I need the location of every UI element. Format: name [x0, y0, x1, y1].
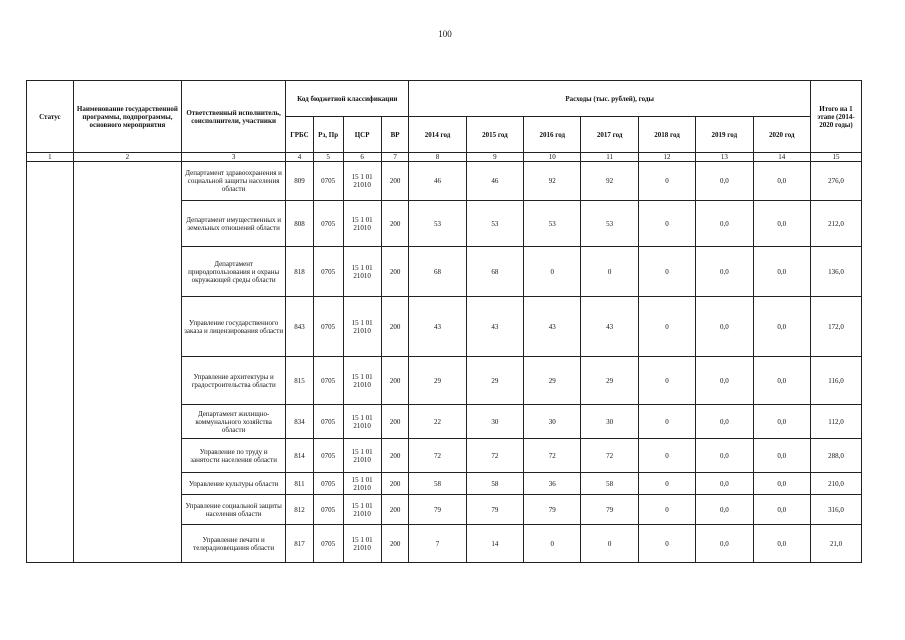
- vr-cell: 200: [381, 439, 409, 473]
- header-status: Статус: [27, 81, 74, 153]
- year-value-cell: 0,0: [753, 473, 810, 495]
- column-number: 15: [810, 153, 861, 162]
- year-value-cell: 0: [638, 405, 695, 439]
- column-number: 13: [696, 153, 753, 162]
- grbs-cell: 808: [286, 201, 314, 247]
- year-value-cell: 29: [524, 357, 581, 405]
- grbs-cell: 809: [286, 162, 314, 201]
- rz-pr-cell: 0705: [313, 297, 343, 357]
- year-value-cell: 79: [409, 495, 466, 525]
- participant-cell: Департамент природопользования и охраны окружающей среды области: [182, 247, 286, 297]
- participant-cell: Департамент здравоохранения и социальной защиты населения области: [182, 162, 286, 201]
- header-program-name: Наименование государственной программы, подпрограммы, основного мероприятия: [73, 81, 181, 153]
- csr-cell: 15 1 01 21010: [343, 405, 381, 439]
- vr-cell: 200: [381, 201, 409, 247]
- page-number: 100: [438, 29, 452, 39]
- year-value-cell: 0,0: [753, 297, 810, 357]
- year-value-cell: 72: [581, 439, 638, 473]
- rz-pr-cell: 0705: [313, 439, 343, 473]
- year-value-cell: 43: [581, 297, 638, 357]
- csr-cell: 15 1 01 21010: [343, 357, 381, 405]
- participant-cell: Департамент имущественных и земельных отношений области: [182, 201, 286, 247]
- total-cell: 316,0: [810, 495, 861, 525]
- year-value-cell: 53: [466, 201, 523, 247]
- year-value-cell: 0: [638, 473, 695, 495]
- year-value-cell: 7: [409, 525, 466, 563]
- year-value-cell: 0,0: [696, 357, 753, 405]
- rz-pr-cell: 0705: [313, 201, 343, 247]
- year-value-cell: 22: [409, 405, 466, 439]
- year-value-cell: 92: [581, 162, 638, 201]
- csr-cell: 15 1 01 21010: [343, 439, 381, 473]
- vr-cell: 200: [381, 405, 409, 439]
- year-value-cell: 0: [638, 201, 695, 247]
- column-number: 14: [753, 153, 810, 162]
- year-value-cell: 0,0: [696, 201, 753, 247]
- year-value-cell: 0: [638, 297, 695, 357]
- total-cell: 212,0: [810, 201, 861, 247]
- header-year: 2020 год: [753, 117, 810, 153]
- rz-pr-cell: 0705: [313, 162, 343, 201]
- year-value-cell: 68: [466, 247, 523, 297]
- csr-cell: 15 1 01 21010: [343, 201, 381, 247]
- participant-cell: Управление культуры области: [182, 473, 286, 495]
- year-value-cell: 0: [638, 525, 695, 563]
- column-number: 12: [638, 153, 695, 162]
- year-value-cell: 0,0: [696, 297, 753, 357]
- total-cell: 136,0: [810, 247, 861, 297]
- year-value-cell: 0: [581, 525, 638, 563]
- column-number: 9: [466, 153, 523, 162]
- year-value-cell: 58: [581, 473, 638, 495]
- status-cell: [27, 162, 74, 563]
- year-value-cell: 43: [466, 297, 523, 357]
- year-value-cell: 79: [581, 495, 638, 525]
- year-value-cell: 30: [466, 405, 523, 439]
- grbs-cell: 814: [286, 439, 314, 473]
- year-value-cell: 53: [524, 201, 581, 247]
- column-number: 1: [27, 153, 74, 162]
- header-year: 2017 год: [581, 117, 638, 153]
- header-responsible: Ответственный исполнитель, соисполнители, участники: [182, 81, 286, 153]
- column-number: 4: [286, 153, 314, 162]
- year-value-cell: 58: [466, 473, 523, 495]
- column-number: 6: [343, 153, 381, 162]
- year-value-cell: 0,0: [696, 473, 753, 495]
- column-number: 5: [313, 153, 343, 162]
- year-value-cell: 46: [409, 162, 466, 201]
- year-value-cell: 72: [524, 439, 581, 473]
- header-grbs: ГРБС: [286, 117, 314, 153]
- header-vr: ВР: [381, 117, 409, 153]
- grbs-cell: 834: [286, 405, 314, 439]
- participant-cell: Управление социальной защиты населения области: [182, 495, 286, 525]
- csr-cell: 15 1 01 21010: [343, 525, 381, 563]
- vr-cell: 200: [381, 297, 409, 357]
- vr-cell: 200: [381, 473, 409, 495]
- total-cell: 276,0: [810, 162, 861, 201]
- year-value-cell: 0: [524, 247, 581, 297]
- year-value-cell: 14: [466, 525, 523, 563]
- column-number: 2: [73, 153, 181, 162]
- header-expenses: Расходы (тыс. рублей), годы: [409, 81, 811, 117]
- rz-pr-cell: 0705: [313, 473, 343, 495]
- year-value-cell: 58: [409, 473, 466, 495]
- header-year: 2019 год: [696, 117, 753, 153]
- total-cell: 288,0: [810, 439, 861, 473]
- year-value-cell: 0,0: [753, 439, 810, 473]
- rz-pr-cell: 0705: [313, 495, 343, 525]
- csr-cell: 15 1 01 21010: [343, 495, 381, 525]
- year-value-cell: 68: [409, 247, 466, 297]
- csr-cell: 15 1 01 21010: [343, 473, 381, 495]
- year-value-cell: 43: [409, 297, 466, 357]
- total-cell: 21,0: [810, 525, 861, 563]
- grbs-cell: 812: [286, 495, 314, 525]
- header-rz-pr: Рз, Пр: [313, 117, 343, 153]
- year-value-cell: 29: [409, 357, 466, 405]
- year-value-cell: 0: [638, 495, 695, 525]
- vr-cell: 200: [381, 247, 409, 297]
- header-total: Итого на 1 этапе (2014-2020 годы): [810, 81, 861, 153]
- rz-pr-cell: 0705: [313, 357, 343, 405]
- grbs-cell: 843: [286, 297, 314, 357]
- year-value-cell: 0,0: [753, 247, 810, 297]
- year-value-cell: 0,0: [696, 162, 753, 201]
- header-year: 2014 год: [409, 117, 466, 153]
- header-csr: ЦСР: [343, 117, 381, 153]
- program-name-cell: [73, 162, 181, 563]
- year-value-cell: 79: [524, 495, 581, 525]
- participant-cell: Управление по труду и занятости населения области: [182, 439, 286, 473]
- year-value-cell: 0: [524, 525, 581, 563]
- year-value-cell: 92: [524, 162, 581, 201]
- total-cell: 172,0: [810, 297, 861, 357]
- year-value-cell: 30: [581, 405, 638, 439]
- rz-pr-cell: 0705: [313, 525, 343, 563]
- header-year: 2018 год: [638, 117, 695, 153]
- year-value-cell: 0: [638, 357, 695, 405]
- budget-table: [26, 80, 862, 563]
- year-value-cell: 72: [409, 439, 466, 473]
- total-cell: 112,0: [810, 405, 861, 439]
- header-year: 2016 год: [524, 117, 581, 153]
- year-value-cell: 79: [466, 495, 523, 525]
- vr-cell: 200: [381, 357, 409, 405]
- total-cell: 210,0: [810, 473, 861, 495]
- csr-cell: 15 1 01 21010: [343, 247, 381, 297]
- rz-pr-cell: 0705: [313, 247, 343, 297]
- year-value-cell: 0,0: [696, 439, 753, 473]
- year-value-cell: 0: [638, 439, 695, 473]
- year-value-cell: 46: [466, 162, 523, 201]
- participant-cell: Управление архитектуры и градостроительства области: [182, 357, 286, 405]
- column-number: 3: [182, 153, 286, 162]
- year-value-cell: 72: [466, 439, 523, 473]
- year-value-cell: 0: [581, 247, 638, 297]
- csr-cell: 15 1 01 21010: [343, 297, 381, 357]
- grbs-cell: 818: [286, 247, 314, 297]
- year-value-cell: 0,0: [753, 201, 810, 247]
- year-value-cell: 30: [524, 405, 581, 439]
- grbs-cell: 811: [286, 473, 314, 495]
- year-value-cell: 29: [581, 357, 638, 405]
- participant-cell: Управление печати и телерадиовещания области: [182, 525, 286, 563]
- year-value-cell: 0: [638, 162, 695, 201]
- participant-cell: Управление государственного заказа и лицензирования области: [182, 297, 286, 357]
- year-value-cell: 0,0: [753, 525, 810, 563]
- vr-cell: 200: [381, 162, 409, 201]
- grbs-cell: 815: [286, 357, 314, 405]
- rz-pr-cell: 0705: [313, 405, 343, 439]
- year-value-cell: 0,0: [753, 405, 810, 439]
- vr-cell: 200: [381, 525, 409, 563]
- year-value-cell: 0,0: [753, 495, 810, 525]
- year-value-cell: 53: [409, 201, 466, 247]
- total-cell: 116,0: [810, 357, 861, 405]
- year-value-cell: 0,0: [696, 405, 753, 439]
- column-number: 8: [409, 153, 466, 162]
- table-row: [27, 162, 862, 201]
- year-value-cell: 0,0: [696, 247, 753, 297]
- year-value-cell: 0,0: [696, 525, 753, 563]
- year-value-cell: 53: [581, 201, 638, 247]
- year-value-cell: 0,0: [753, 162, 810, 201]
- column-number: 10: [524, 153, 581, 162]
- column-number: 11: [581, 153, 638, 162]
- header-year: 2015 год: [466, 117, 523, 153]
- year-value-cell: 0,0: [753, 357, 810, 405]
- year-value-cell: 0,0: [696, 495, 753, 525]
- csr-cell: 15 1 01 21010: [343, 162, 381, 201]
- participant-cell: Департамент жилищно-коммунального хозяйства области: [182, 405, 286, 439]
- year-value-cell: 29: [466, 357, 523, 405]
- year-value-cell: 0: [638, 247, 695, 297]
- header-budget-code: Код бюджетной классификации: [286, 81, 409, 117]
- column-number: 7: [381, 153, 409, 162]
- grbs-cell: 817: [286, 525, 314, 563]
- column-number-row: [27, 153, 862, 162]
- year-value-cell: 36: [524, 473, 581, 495]
- vr-cell: 200: [381, 495, 409, 525]
- year-value-cell: 43: [524, 297, 581, 357]
